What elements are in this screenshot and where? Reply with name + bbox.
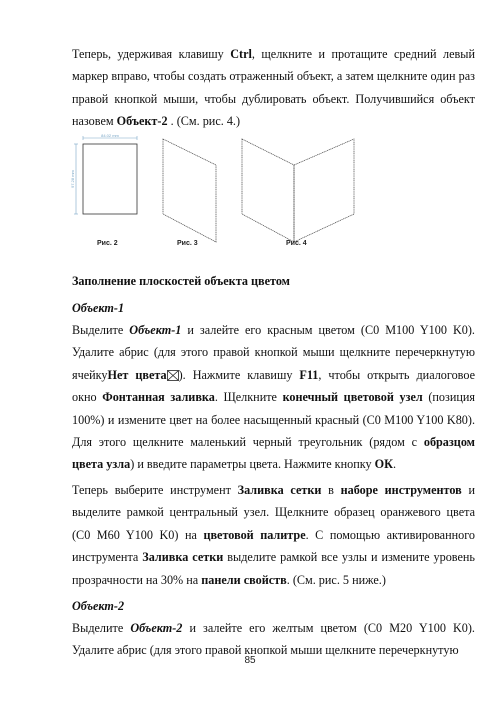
fig4-caption: Рис. 4 [286, 240, 307, 247]
fig2-width-label: 84.02 mm [101, 134, 119, 138]
bold-mesh-fill: Заливка сетки [237, 483, 322, 497]
bold-end-node: конечный цветовой узел [282, 390, 423, 405]
text-span: Выделите [72, 323, 130, 337]
fig2-rectangle [83, 144, 137, 214]
fig3-parallelogram [163, 139, 216, 242]
fig2-height-label: 97.28 mm [70, 170, 75, 188]
subheading-object-2: Объект-2 [72, 599, 125, 613]
bold-color-palette: цветовой палитре [203, 527, 306, 542]
bold-italic-object-name: Объект-1 [129, 323, 182, 337]
bold-f11: F11 [299, 367, 319, 382]
paragraph-intro [72, 43, 475, 133]
section-heading: Заполнение плоскостей объекта цветом [72, 274, 290, 288]
paragraph-object-1 [72, 319, 475, 476]
text-span: (позиция 100%) и измените цвет на более насыщенный красный (C0 M100 Y100 K80). Для этого щелкните маленький черный треугольник (рядом с [72, 390, 476, 450]
page-number: 85 [244, 655, 256, 666]
text-span: . Щелкните [214, 390, 283, 405]
text-span: . [392, 457, 397, 472]
text-span: и залейте его желтым цветом (C0 M20 Y100 K0). Удалите абрис (для этого правой кнопкой мыши щелкните перечеркнутую [72, 621, 475, 658]
fig4-right-plane [294, 139, 354, 242]
bold-fountain-fill: Фонтанная заливка [102, 390, 215, 405]
bold-no-color: Нет цвета [107, 367, 167, 382]
fig3-caption: Рис. 3 [177, 240, 198, 247]
bold-property-bar: панели свойств [201, 572, 287, 587]
figures-row [70, 134, 370, 254]
text-span: и залейте его красным цветом (C0 M100 Y100 K0). Удалите абрис (для этого правой кнопкой мыши щелкните перечеркнутую ячейку [72, 323, 475, 382]
text-span: Теперь выберите инструмент [72, 483, 238, 497]
bold-object-name: Объект-2 [116, 114, 168, 129]
text-span: ). Нажмите клавишу [178, 367, 300, 382]
fig2-caption: Рис. 2 [97, 240, 118, 247]
figures-svg [70, 134, 370, 254]
text-span: Теперь, удерживая клавишу [72, 47, 231, 61]
subheading-object-1: Объект-1 [72, 301, 125, 315]
paragraph-mesh-fill [72, 479, 475, 591]
figure-3 [163, 139, 216, 242]
bold-ok: ОК [374, 457, 393, 472]
text-span: ) и введите параметры цвета. Нажмите кнопку [130, 457, 375, 472]
text-span: . С помощью активированного инструмента [72, 527, 475, 565]
crossed-box-icon [167, 370, 179, 381]
text-span: . (См. рис. 4.) [167, 114, 241, 129]
fig4-left-plane [242, 139, 294, 242]
text-span: , щелкните и протащите средний левый маркер вправо, чтобы создать отраженный объект, а затем щелкните один раз правой кнопкой мыши, чтобы дублировать объект. Получившийся объект назовем [72, 47, 475, 129]
text-span: в [321, 483, 341, 497]
text-span: и выделите рамкой центральный узел. Щелкните образец оранжевого цвета (C0 M60 Y100 K0) на [72, 483, 475, 542]
text-span: . (См. рис. 5 ниже.) [286, 572, 386, 587]
text-span: выделите рамкой все узлы и измените уровень прозрачности на 30% на [72, 550, 475, 587]
bold-node-sample: образцом цвета узла [72, 435, 475, 472]
bold-ctrl: Ctrl [230, 47, 252, 61]
bold-mesh-fill-2: Заливка сетки [142, 550, 224, 565]
text-span: Выделите [72, 621, 131, 635]
figure-4 [242, 139, 354, 242]
bold-toolbox: наборе инструментов [340, 483, 462, 497]
figure-2 [70, 134, 137, 214]
text-span: , чтобы открыть диалоговое окно [72, 367, 475, 405]
bold-italic-object-name: Объект-2 [130, 621, 183, 635]
